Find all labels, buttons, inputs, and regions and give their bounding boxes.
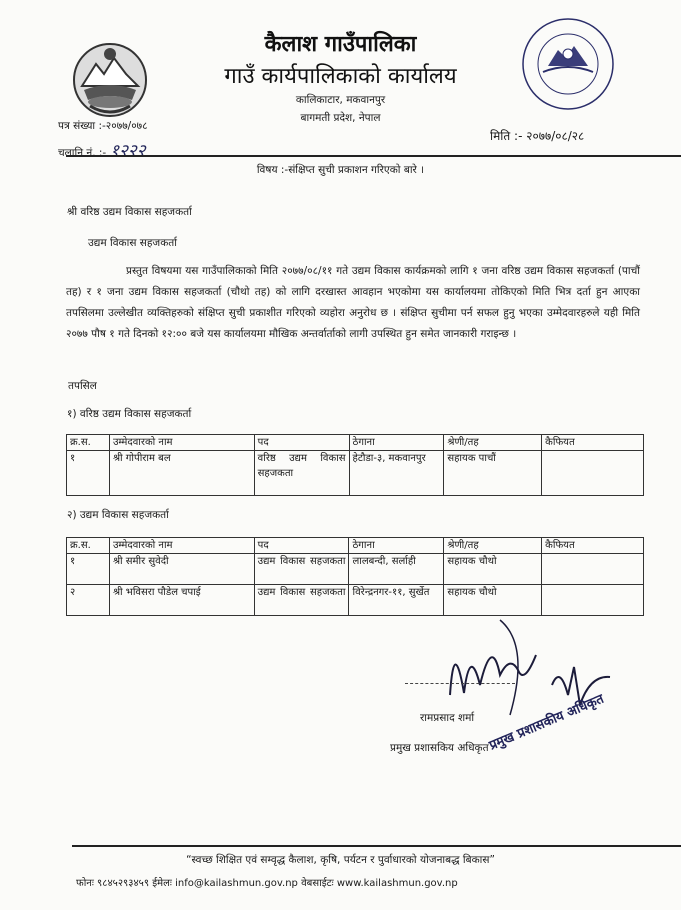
address-line-1: कालिकाटार, मकवानपुर (295, 94, 386, 106)
header-serial: क्र.स. (67, 538, 110, 554)
office-title: कैलाश गाउँपालिका (264, 32, 417, 57)
signature-line (405, 683, 515, 684)
footer-contact: फोनः ९८४५२९३४५९ ईमेलः info@kailashmun.gov.np वेबसाईटः www.kailashmun.gov.np (76, 878, 458, 889)
cell-post: उद्यम विकास सहजकता (254, 554, 349, 585)
footer-divider (72, 845, 681, 847)
cell-name: श्री भविसरा पौडेल चपाई (109, 585, 254, 616)
letter-reference-number: पत्र संख्या :-२०७७/०७८ (58, 120, 148, 132)
dispatch-label: चलानि नं. :- (58, 147, 107, 159)
header-level: श्रेणी/तह (444, 538, 542, 554)
header-divider (66, 155, 681, 157)
table-header-row (67, 538, 644, 554)
address-line-2: बागमती प्रदेश, नेपाल (300, 112, 381, 124)
header-level: श्रेणी/तह (444, 435, 542, 451)
cell-post: उद्यम विकास सहजकता (254, 585, 349, 616)
cell-remarks (542, 451, 644, 496)
office-subtitle: गाउँ कार्यपालिकाको कार्यालय (224, 64, 457, 89)
cell-remarks (542, 585, 644, 616)
letter-addressee-2: उद्यम विकास सहजकर्ता (88, 237, 177, 249)
header-post: पद (254, 538, 349, 554)
table-row (67, 451, 644, 496)
cell-remarks (542, 554, 644, 585)
signatory-title: प्रमुख प्रशासकिय अधिकृत (390, 742, 489, 754)
signatory-name: रामप्रसाद शर्मा (420, 712, 475, 724)
letter-body: प्रस्तुत विषयमा यस गाउँपालिकाको मिति २०७७/०८/११ गते उद्यम विकास कार्यक्रमको लागि १ जना वरिष्ठ उद्यम विकास सहजकर्ता (पाचौं तह) र १ जना उद्यम विकास सहजकर्ता (चौथो तह) को लागि दरखास्त आवहान भएकोमा यस कार्यालयमा तोकिएको मिति भित्र दर्ता हुन आएका तपसिलमा उल्लेखीत व्यक्तिहरुको संक्षिप्त सुची प्रकाशीत गरिएको व्यहोरा अनुरोध छ । संक्षिप्त सुचीमा पर्न सफल हुनु भएका उम्मेदवारहरुले यही मिति २०७७ पौष १ गते दिनको १२:०० बजे यस कार्यालयमा मौखिक अन्तर्वार्ताको लागी उपस्थित हुन समेत जानकारी गराइन्छ । (66, 265, 640, 340)
cell-post: वरिष्ठ उद्यम विकास सहजकता (254, 451, 349, 496)
section-1-title: १) वरिष्ठ उद्यम विकास सहजकर्ता (67, 408, 192, 420)
header-remarks: कैफियत (542, 435, 644, 451)
cell-serial: २ (67, 585, 110, 616)
header-remarks: कैफियत (542, 538, 644, 554)
table-row (67, 585, 644, 616)
letter-date: मिति :- २०७७/०८/२८ (490, 129, 585, 143)
cell-level: सहायक चौथो (444, 554, 542, 585)
cell-level: सहायक पाचौं (444, 451, 542, 496)
cell-address: विरेन्द्रनगर-११, सुर्खेत (349, 585, 444, 616)
header-address: ठेगाना (349, 538, 444, 554)
cell-serial: १ (67, 451, 110, 496)
header-name: उम्मेदवारको नाम (109, 538, 254, 554)
header-name: उम्मेदवारको नाम (109, 435, 254, 451)
letter-addressee: श्री वरिष्ठ उद्यम विकास सहजकर्ता (67, 206, 192, 218)
table-row (67, 554, 644, 585)
table-header-row (67, 435, 644, 451)
dispatch-number-value: १२२२ (110, 141, 146, 161)
header-serial: क्र.स. (67, 435, 110, 451)
official-stamp: प्रमुख प्रशासकीय अधिकृत (487, 691, 607, 754)
cell-level: सहायक चौथो (444, 585, 542, 616)
cell-name: श्री गोपीराम बल (109, 451, 254, 496)
cell-serial: १ (67, 554, 110, 585)
cell-name: श्री समीर सुवेदी (109, 554, 254, 585)
header-address: ठेगाना (349, 435, 444, 451)
header-post: पद (254, 435, 349, 451)
dispatch-number (58, 138, 146, 161)
candidate-table-junior (66, 537, 644, 616)
handwritten-signature-icon (440, 615, 630, 725)
schedule-heading: तपसिल (68, 380, 97, 392)
section-2-title: २) उद्यम विकास सहजकर्ता (67, 509, 169, 521)
cell-address: लालबन्दी, सर्लाही (349, 554, 444, 585)
letter-subject: विषय :-संक्षिप्त सुची प्रकाशन गरिएको बारे । (256, 164, 425, 176)
cell-address: हेटौडा-३, मकवानपुर (349, 451, 444, 496)
candidate-table-senior (66, 434, 644, 496)
footer-motto: “स्वच्छ शिक्षित एवं सम्वृद्ध कैलाश, कृषि, पर्यटन र पुर्वाधारको योजनाबद्ध बिकास” (186, 854, 495, 866)
